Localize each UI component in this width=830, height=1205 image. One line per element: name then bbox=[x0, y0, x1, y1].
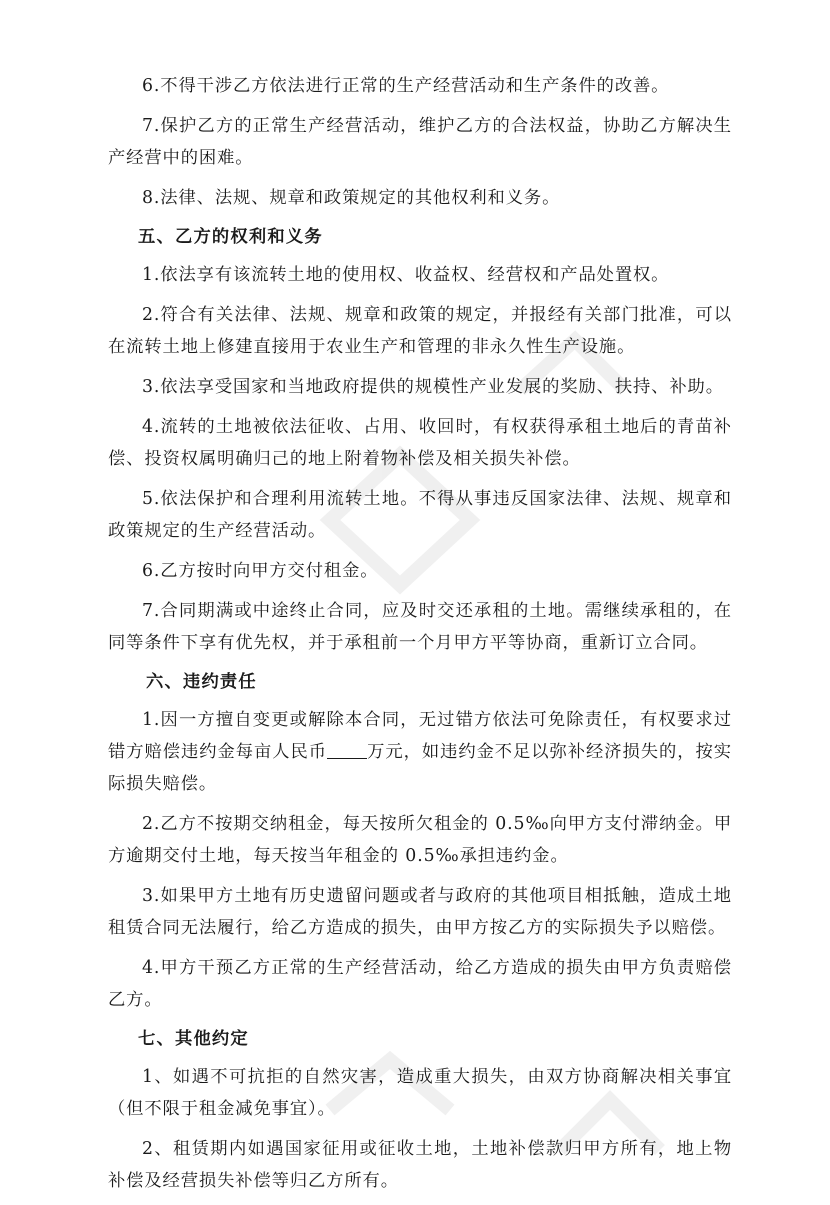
clause-d2: 2、租赁期内如遇国家征用或征收土地，土地补偿款归甲方所有，地上物补偿及经营损失补偿等归乙方所有。 bbox=[108, 1139, 732, 1191]
clause-c1-after: 万元，如违约金不足以弥补经济损失的，按实际损失赔偿。 bbox=[108, 742, 732, 794]
amount-blank bbox=[327, 740, 367, 759]
clause-b2: 2.符合有关法律、法规、规章和政策的规定，并报经有关部门批准，可以在流转土地上修建直接用于农业生产和管理的非永久性生产设施。 bbox=[108, 305, 732, 357]
clause-b6: 6.乙方按时向甲方交付租金。 bbox=[142, 561, 379, 581]
clause-c1 bbox=[108, 704, 732, 800]
clause-b1: 1.依法享有该流转土地的使用权、收益权、经营权和产品处置权。 bbox=[142, 265, 670, 285]
clause-c1-before: 1.因一方擅自变更或解除本合同，无过错方依法可免除责任，有权要求过错方赔偿违约金每亩人民币 bbox=[108, 710, 732, 762]
section-heading-7: 七、其他约定 bbox=[138, 1029, 249, 1049]
clause-b3: 3.依法享受国家和当地政府提供的规模性产业发展的奖励、扶持、补助。 bbox=[142, 377, 724, 397]
clause-b4: 4.流转的土地被依法征收、占用、收回时，有权获得承租土地后的青苗补偿、投资权属明确归己的地上附着物补偿及相关损失补偿。 bbox=[108, 417, 732, 469]
clause-b7: 7.合同期满或中途终止合同，应及时交还承租的土地。需继续承租的，在同等条件下享有优先权，并于承租前一个月甲方平等协商，重新订立合同。 bbox=[108, 601, 732, 653]
document-body bbox=[108, 70, 732, 1205]
clause-a7: 7.保护乙方的正常生产经营活动，维护乙方的合法权益，协助乙方解决生产经营中的困难。 bbox=[108, 116, 732, 168]
clause-b5: 5.依法保护和合理利用流转土地。不得从事违反国家法律、法规、规章和政策规定的生产经营活动。 bbox=[108, 489, 732, 541]
clause-c3: 3.如果甲方土地有历史遗留问题或者与政府的其他项目相抵触，造成土地租赁合同无法履行，给乙方造成的损失，由甲方按乙方的实际损失予以赔偿。 bbox=[108, 886, 732, 938]
section-heading-6: 六、违约责任 bbox=[146, 672, 257, 692]
clause-a8: 8.法律、法规、规章和政策规定的其他权利和义务。 bbox=[142, 188, 561, 208]
clause-a6: 6.不得干涉乙方依法进行正常的生产经营活动和生产条件的改善。 bbox=[142, 76, 670, 96]
section-heading-5: 五、乙方的权利和义务 bbox=[138, 227, 323, 247]
clause-c4: 4.甲方干预乙方正常的生产经营活动，给乙方造成的损失由甲方负责赔偿乙方。 bbox=[108, 958, 732, 1010]
clause-c2: 2.乙方不按期交纳租金，每天按所欠租金的 0.5‰向甲方支付滞纳金。甲方逾期交付土地，每天按当年租金的 0.5‰承担违约金。 bbox=[108, 814, 732, 866]
clause-d1: 1、如遇不可抗拒的自然灾害，造成重大损失，由双方协商解决相关事宜（但不限于租金减免事宜）。 bbox=[108, 1067, 732, 1119]
